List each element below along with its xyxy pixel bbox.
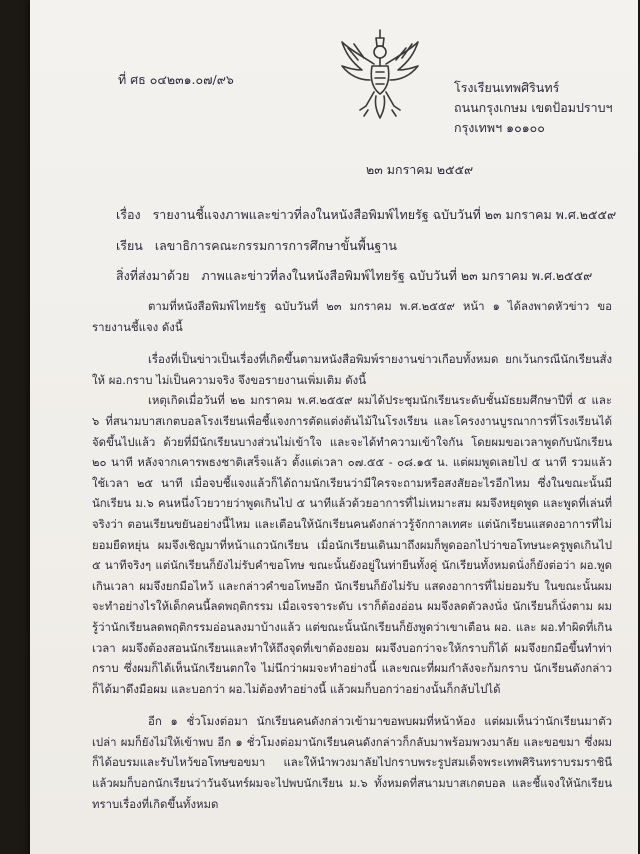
enclosure-label: สิ่งที่ส่งมาด้วย — [116, 268, 190, 283]
body-paragraph — [92, 711, 612, 814]
recipient-label: เรียน — [116, 238, 143, 253]
body-paragraph — [92, 349, 612, 390]
subject-label: เรื่อง — [116, 207, 141, 222]
enclosure-text: ภาพและข่าวที่ลงในหนังสือพิมพ์ไทยรัฐ ฉบับวันที่ ๒๓ มกราคม พ.ศ.๒๕๕๙ — [201, 268, 593, 283]
letter-date: ๒๓ มกราคม ๒๕๕๙ — [366, 162, 474, 177]
reference-number: ที่ ศธ ๐๔๒๓๑.๐๗/๙๖ — [118, 72, 234, 87]
letter-page — [30, 0, 638, 854]
subject-line — [116, 205, 616, 225]
subject-text: รายงานชี้แจงภาพและข่าวที่ลงในหนังสือพิมพ์ไทยรัฐ ฉบับวันที่ ๒๓ มกราคม พ.ศ.๒๕๕๙ — [152, 207, 617, 222]
letter-body — [92, 296, 612, 814]
paragraph-text: อีก ๑ ชั่วโมงต่อมา นักเรียนคนดังกล่าวเข้ามาขอพบผมที่หน้าห้อง แต่ผมเห็นว่านักเรียนมาตัวเปล่า ผมก็ยังไม่ให้เข้าพบ อีก ๑ ชั่วโมงต่อมานักเรียนคนดังกล่าวก็กลับมาพร้อมพวงมาลัย และขอขมา ซึ่งผมก็ได้อบรมและรับไหว้ขอโทษขอขมา และให้นำพวงมาลัยไปกราบพระรูปสมเด็จพระเทพศิรินทราบรมราชินี แล้วผมก็บอกนักเรียนว่าวันจันทร์ผมจะไปพบนักเรียน ม.๖ ทั้งหมดที่สนามบาสเกตบอล และชี้แจงให้นักเรียนทราบเรื่องที่เกิดขึ้นทั้งหมด — [92, 714, 612, 811]
sender-address — [454, 78, 613, 138]
body-paragraph — [92, 390, 612, 699]
body-paragraph — [92, 296, 612, 337]
paragraph-text: เหตุเกิดเมื่อวันที่ ๒๒ มกราคม พ.ศ.๒๕๕๙ ผมได้ประชุมนักเรียนระดับชั้นมัธยมศึกษาปีที่ ๕ และ ๖ ที่สนามบาสเกตบอลโรงเรียนเพื่อชี้แจงการตัดแต่งต้นไม้ในโรงเรียน และโครงงานบูรณาการที่โรงเรียนได้จัดขึ้นไปแล้ว ด้วยที่มีนักเรียนบางส่วนไม่เข้าใจ และจะได้ทำความเข้าใจกัน โดยผมขอเวลาพูดกับนักเรียน ๒๐ นาที หลังจากเคารพธงชาติเสร็จแล้ว ตั้งแต่เวลา ๐๗.๕๕ - ๐๘.๑๕ น. แต่ผมพูดเลยไป ๕ นาที รวมแล้วใช้เวลา ๒๕ นาที เมื่อจบชี้แจงแล้วก็ได้ถามนักเรียนว่ามีใครจะถามหรือสงสัยอะไรอีกไหม ซึ่งในขณะนั้นมีนักเรียน ม.๖ คนหนึ่งโวยวายว่าพูดเกินไป ๕ นาทีแล้วด้วยอาการที่ไม่เหมาะสม ผมจึงหยุดพูด และพูดที่เล่นที่จริงว่า ตอนเรียนขยันอย่างนี้ไหม และเตือนให้นักเรียนคนดังกล่าวรู้จักกาลเทศะ แต่นักเรียนแสดงอาการที่ไม่ยอมยืดหยุ่น ผมจึงเชิญมาที่หน้าแถวนักเรียน เมื่อนักเรียนเดินมาถึงผมก็พูดออกไปว่าขอโทษนะครูพูดเกินไป ๕ นาทีจริงๆ แต่นักเรียนก็ยังไม่รับคำขอโทษ ขณะนั้นยังอยู่ในท่ายืนทั้งคู่ นักเรียนทั้งหมดนั่งก็ยังต่อว่า ผอ.พูดเกินเวลา ผมจึงยกมือไหว้ และกล่าวคำขอโทษอีก นักเรียนก็ยังไม่รับ แสดงอาการที่ไม่ยอมรับ ในขณะนั้นผมจะทำอย่างไรให้เด็กคนนี้ลดพฤติกรรม เมื่อเจรจาระดับ เราก็ต้องอ่อน ผมจึงลดตัวลงนั่ง นักเรียนก็นั่งตาม ผมรู้ว่านักเรียนลดพฤติกรรมอ่อนลงมาบ้างแล้ว แต่ขณะนั้นนักเรียนก็ยังพูดว่าเขาเตือน ผอ. และ ผอ.ทำผิดที่เกินเวลา ผมจึงต้องสอนนักเรียนและทำให้ถึงจุดที่เขาต้องยอม ผมจึงบอกว่าจะให้กราบก็ได้ ผมจึงยกมือขึ้นทำท่ากราบ ซึ่งผมก็ได้เห็นนักเรียนตกใจ ไม่นึกว่าผมจะทำอย่างนี้ และขณะที่ผมกำลังจะก้มกราบ นักเรียนดังกล่าวก็ได้มาดึงมือผม และบอกว่า ผอ.ไม่ต้องทำอย่างนี้ แล้วผมก็บอกว่าอย่างนั้นก็กลับไปได้ — [92, 393, 612, 696]
paragraph-text: เรื่องที่เป็นข่าวเป็นเรื่องที่เกิดขึ้นตามหนังสือพิมพ์รายงานข่าวเกือบทั้งหมด ยกเว้นกรณีนักเรียนสั่งให้ ผอ.กราบ ไม่เป็นความจริง จึงขอรายงานเพิ่มเติม ดังนี้ — [92, 352, 612, 387]
paragraph-text: ตามที่หนังสือพิมพ์ไทยรัฐ ฉบับวันที่ ๒๓ มกราคม พ.ศ.๒๕๕๙ หน้า ๑ ได้ลงพาดหัวข่าว ขอรายงานชี้แจง ดังนี้ — [92, 299, 612, 334]
enclosure-line — [116, 266, 592, 286]
recipient-line — [116, 236, 397, 256]
recipient-text: เลขาธิการคณะกรรมการการศึกษาขั้นพื้นฐาน — [154, 238, 397, 253]
garuda-emblem-icon — [338, 26, 422, 120]
address-line: โรงเรียนเทพศิรินทร์ — [454, 80, 560, 95]
address-line: กรุงเทพฯ ๑๐๑๐๐ — [454, 120, 545, 135]
address-line: ถนนกรุงเกษม เขตป้อมปราบฯ — [454, 100, 613, 115]
